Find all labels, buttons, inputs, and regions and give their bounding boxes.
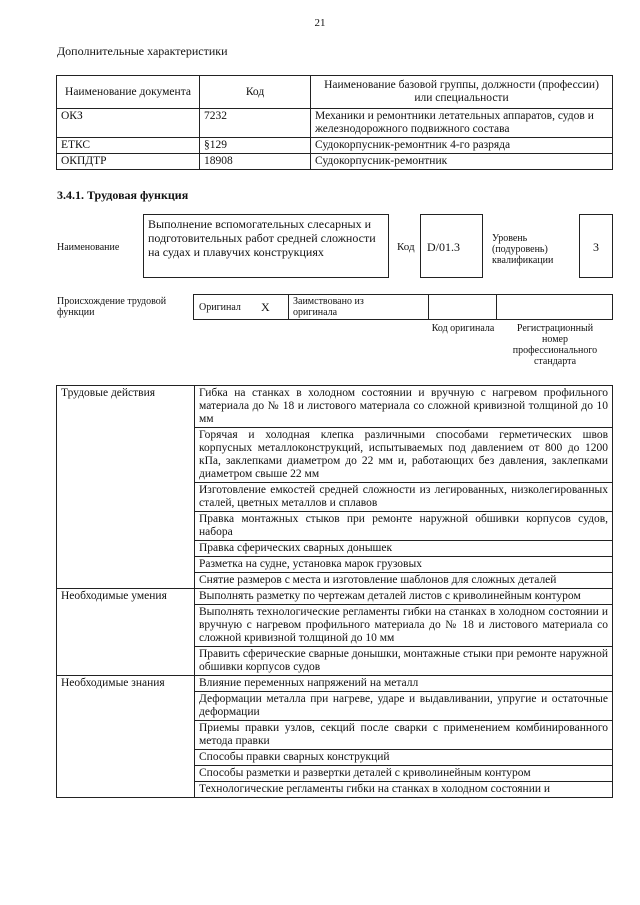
list-item: Выполнять разметку по чертежам деталей листов с криволинейным контуром — [195, 589, 613, 605]
origin-divider — [496, 295, 497, 319]
doc-cell: ОКЗ — [57, 109, 200, 138]
name-label: Наименование — [57, 242, 120, 253]
list-item: Способы разметки и развертки деталей с криволинейным контуром — [195, 766, 613, 782]
list-item: Снятие размеров с места и изготовление шаблонов для сложных деталей — [195, 573, 613, 589]
list-item: Технологические регламенты гибки на станках в холодном состоянии и — [195, 782, 613, 798]
table-header-row — [57, 76, 613, 109]
additional-characteristics-title: Дополнительные характеристики — [57, 44, 228, 58]
section-title: 3.4.1. Трудовая функция — [57, 188, 189, 202]
table-row — [57, 154, 613, 170]
original-mark: X — [261, 300, 270, 314]
code-label: Код — [397, 241, 415, 253]
list-item: Правка монтажных стыков при ремонте наружной обшивки корпусов судов, набора — [195, 512, 613, 541]
list-item: Изготовление емкостей средней сложности из легированных, низколегированных сталей, цветных металлов и сплавов — [195, 483, 613, 512]
additional-characteristics-table — [56, 75, 613, 170]
code-original-caption: Код оригинала — [431, 323, 495, 334]
list-item: Деформации металла при нагреве, ударе и выдавливании, упругие и остаточные деформации — [195, 692, 613, 721]
list-item: Приемы правки узлов, секций после сварки с применением комбинированного метода правки — [195, 721, 613, 750]
code-cell: 18908 — [200, 154, 311, 170]
category-labor-actions: Трудовые действия — [57, 386, 195, 589]
origin-row — [193, 294, 613, 320]
name-cell: Судокорпусник-ремонтник 4-го разряда — [311, 138, 613, 154]
function-code-box: D/01.3 — [420, 214, 483, 278]
origin-divider — [288, 295, 289, 319]
borrowed-label: Заимствовано из оригинала — [293, 296, 364, 318]
doc-cell: ОКПДТР — [57, 154, 200, 170]
list-item: Гибка на станках в холодном состоянии и вручную с нагревом профильного материала до № 18 и листового материала со сложной кривизной толщиной до 10 мм — [195, 386, 613, 428]
reg-number-caption: Регистрационный номер профессионального стандарта — [512, 323, 598, 367]
doc-cell: ЕТКС — [57, 138, 200, 154]
table-row — [57, 138, 613, 154]
list-item: Править сферические сварные донышки, монтажные стыки при ремонте наружной обшивки корпусов судов — [195, 647, 613, 676]
function-name-box: Выполнение вспомогательных слесарных и подготовительных работ средней сложности на судах и плавучих конструкциях — [143, 214, 389, 278]
list-item: Выполнять технологические регламенты гибки на станках в холодном состоянии и вручную с нагревом профильного материала до № 18 и листового материала со сложной кривизной толщиной до 10 мм — [195, 605, 613, 647]
page-number: 21 — [314, 17, 326, 29]
list-item: Влияние переменных напряжений на металл — [195, 676, 613, 692]
name-cell: Судокорпусник-ремонтник — [311, 154, 613, 170]
category-skills: Необходимые умения — [57, 589, 195, 676]
labor-function-table — [56, 385, 613, 798]
header-document: Наименование документа — [57, 76, 200, 109]
original-label: Оригинал — [199, 302, 241, 313]
code-cell: §129 — [200, 138, 311, 154]
table-row — [57, 386, 613, 428]
list-item: Горячая и холодная клепка различными способами герметических швов корпусных металлоконструкций, испытываемых под давлением от 800 до 1200 кПа, заклепками диаметром до 22 мм и, работающих без давления, заклепками диаметром свыше 22 мм — [195, 428, 613, 483]
category-knowledge: Необходимые знания — [57, 676, 195, 798]
table-row — [57, 589, 613, 605]
table-row — [57, 109, 613, 138]
name-cell: Механики и ремонтники летательных аппаратов, судов и железнодорожного подвижного состава — [311, 109, 613, 138]
level-label: Уровень (подуровень) квалификации — [492, 233, 554, 266]
table-row — [57, 676, 613, 692]
code-cell: 7232 — [200, 109, 311, 138]
header-group-name: Наименование базовой группы, должности (профессии) или специальности — [311, 76, 613, 109]
list-item: Правка сферических сварных донышек — [195, 541, 613, 557]
list-item: Способы правки сварных конструкций — [195, 750, 613, 766]
list-item: Разметка на судне, установка марок грузовых — [195, 557, 613, 573]
origin-divider — [428, 295, 429, 319]
origin-label: Происхождение трудовой функции — [57, 296, 167, 318]
header-code: Код — [200, 76, 311, 109]
level-box: 3 — [579, 214, 613, 278]
